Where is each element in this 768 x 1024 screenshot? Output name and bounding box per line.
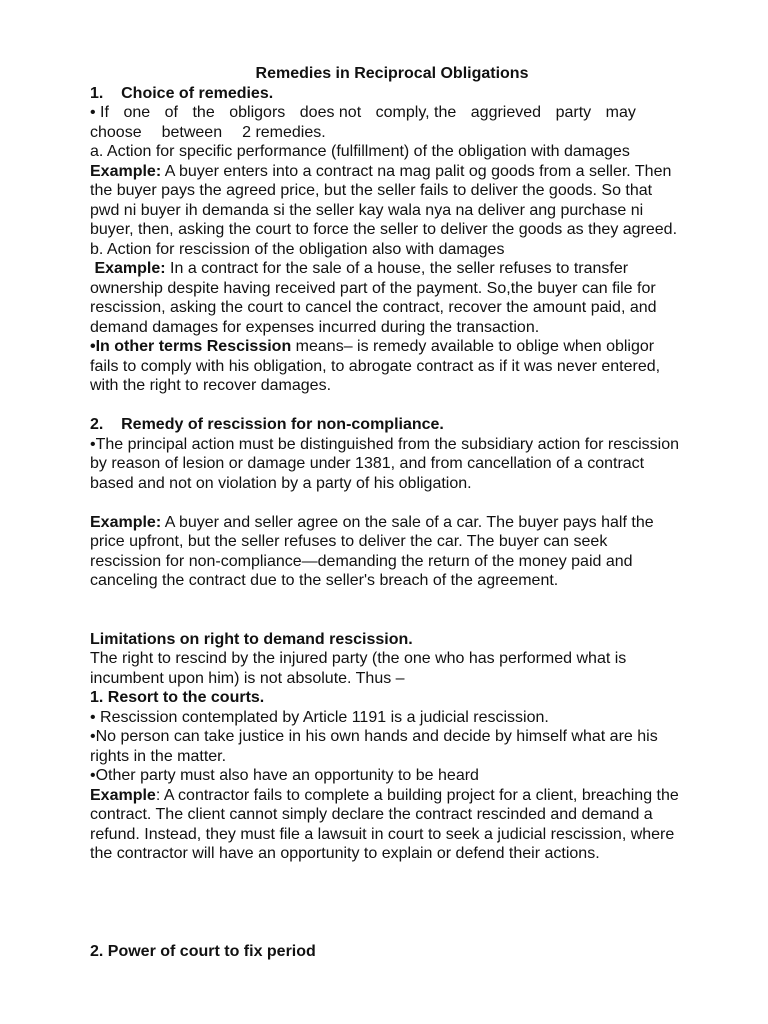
section-1-heading: 1. Choice of remedies. bbox=[90, 84, 274, 102]
page-title: Remedies in Reciprocal Obligations bbox=[255, 65, 529, 82]
example-1-line-2: the buyer pays the agreed price, but the seller fails to deliver the goods. So that bbox=[90, 182, 653, 199]
spacer bbox=[90, 396, 694, 416]
section-2-para-line-3: based and not on violation by a party of his obligation. bbox=[90, 474, 472, 492]
example-3-line-4: canceling the contract due to the seller's breach of the agreement. bbox=[90, 572, 559, 589]
example-label: Example: bbox=[90, 260, 166, 277]
limitations-heading: Limitations on right to demand rescission. bbox=[90, 630, 413, 648]
word: party bbox=[555, 104, 592, 121]
spacer bbox=[90, 591, 694, 630]
section-2-para-line-1: •The principal action must be distinguished from the subsidiary action for rescission bbox=[90, 435, 679, 453]
other-terms-label: •In other terms Rescission bbox=[90, 338, 292, 355]
example-text: A buyer enters into a contract na mag palit og goods from a seller. Then bbox=[161, 162, 672, 180]
word: • If bbox=[90, 104, 109, 121]
word: of bbox=[164, 104, 178, 121]
word: aggrieved bbox=[470, 104, 542, 121]
word: does not bbox=[299, 104, 362, 121]
limitations-bullet-2-line-1: •No person can take justice in his own hands and decide by himself what are his bbox=[90, 728, 658, 745]
limitations-para-line-2: incumbent upon him) is not absolute. Thus – bbox=[90, 669, 405, 687]
example-2-line-4: demand damages for expenses incurred during the transaction. bbox=[90, 318, 540, 336]
spacer bbox=[90, 864, 694, 942]
limitations-bullet-3: •Other party must also have an opportunity to be heard bbox=[90, 767, 479, 784]
example-4-line-3: refund. Instead, they must file a lawsuit in court to seek a judicial rescission, where bbox=[90, 825, 675, 843]
word: between bbox=[161, 123, 223, 141]
example-4-line-4: the contractor will have an opportunity to explain or defend their actions. bbox=[90, 845, 600, 862]
other-terms-text: means– is remedy available to oblige when obligor bbox=[291, 338, 655, 355]
limitations-sub-2: 2. Power of court to fix period bbox=[90, 942, 316, 960]
word: one bbox=[123, 104, 151, 121]
section-1-bullet-line-1 bbox=[90, 103, 636, 123]
example-3-line-3: rescission for non-compliance—demanding the return of the money paid and bbox=[90, 552, 633, 570]
limitations-bullet-1: • Rescission contemplated by Article 1191 is a judicial rescission. bbox=[90, 708, 549, 726]
example-label: Example: bbox=[90, 513, 162, 531]
example-4-line-2: contract. The client cannot simply declare the contract rescinded and demand a bbox=[90, 806, 653, 823]
section-2-heading: 2. Remedy of rescission for non-compliance. bbox=[90, 416, 444, 433]
example-label: Example: bbox=[90, 162, 162, 180]
document-page bbox=[90, 64, 694, 961]
example-text: A buyer and seller agree on the sale of a car. The buyer pays half the bbox=[161, 513, 654, 531]
remedy-a: a. Action for specific performance (fulfillment) of the obligation with damages bbox=[90, 143, 630, 160]
limitations-para-line-1: The right to rescind by the injured party (the one who has performed what is bbox=[90, 650, 627, 667]
section-2-para-line-2: by reason of lesion or damage under 1381, and from cancellation of a contract bbox=[90, 455, 645, 472]
other-terms-line-3: with the right to recover damages. bbox=[90, 377, 332, 394]
example-2-line-3: rescission, asking the court to cancel the contract, recover the amount paid, and bbox=[90, 299, 657, 316]
example-2-line-2: ownership despite having received part of the payment. So,the buyer can file for bbox=[90, 279, 656, 297]
limitations-sub-1: 1. Resort to the courts. bbox=[90, 689, 265, 706]
example-3-line-2: price upfront, but the seller refuses to deliver the car. The buyer can seek bbox=[90, 533, 608, 550]
example-1-line-3: pwd ni buyer ih demanda si the seller kay wala nya na deliver ang purchase ni bbox=[90, 201, 644, 219]
example-text: : A contractor fails to complete a building project for a client, breaching the bbox=[155, 786, 679, 804]
remedy-b: b. Action for rescission of the obligation also with damages bbox=[90, 240, 505, 258]
example-2-line-1 bbox=[90, 259, 694, 279]
example-3-line-1 bbox=[90, 513, 694, 533]
spacer bbox=[90, 493, 694, 513]
word: 2 remedies. bbox=[242, 123, 326, 141]
section-1-bullet-line-2 bbox=[90, 123, 694, 143]
limitations-bullet-2-line-2: rights in the matter. bbox=[90, 747, 227, 765]
word: choose bbox=[90, 123, 142, 141]
example-4-line-1 bbox=[90, 786, 694, 806]
word: the bbox=[192, 104, 215, 121]
other-terms-line-2: fails to comply with his obligation, to abrogate contract as if it was never entered, bbox=[90, 357, 661, 375]
example-1-line-4: buyer, then, asking the court to force the seller to deliver the goods as they agreed. bbox=[90, 221, 678, 238]
example-1-line-1 bbox=[90, 162, 694, 182]
word: comply, the bbox=[375, 104, 457, 121]
example-label: Example bbox=[90, 786, 156, 804]
word: may bbox=[605, 104, 636, 121]
word: obligors bbox=[229, 104, 286, 121]
example-text: In a contract for the sale of a house, the seller refuses to transfer bbox=[165, 260, 629, 277]
other-terms-line-1 bbox=[90, 337, 694, 357]
